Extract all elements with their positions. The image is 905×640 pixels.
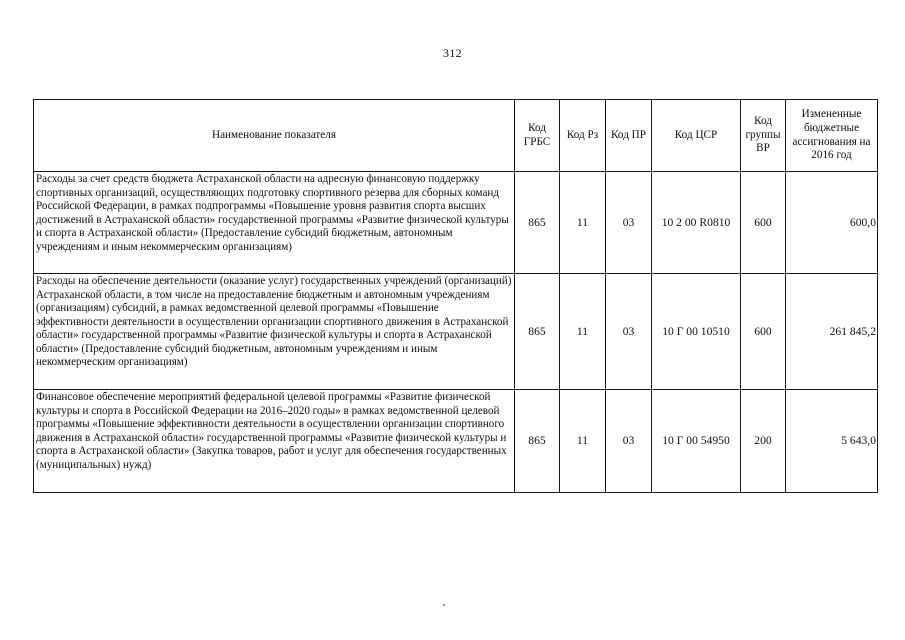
row-name: Расходы за счет средств бюджета Астраханской области на адресную финансовую поддержку спортивных организаций, осуществляющих подготовку спортивного резерва для сборных команд Российской Федерации, в рамках подпрограммы «Повышение уровня развития спорта высших достижений в Астраханской области» государственной программы «Развитие физической культуры и спорта в Астраханской области» (Предоставление субсидий бюджетным, автономным учреждениям и иным некоммерческим организациям) — [34, 172, 515, 274]
table-header-row — [34, 100, 878, 172]
table-row — [34, 172, 878, 274]
header-name: Наименование показателя — [34, 100, 515, 172]
header-csr: Код ЦСР — [652, 100, 741, 172]
row-rz: 11 — [560, 390, 606, 493]
header-vr: Код группы ВР — [741, 100, 786, 172]
row-vr: 200 — [741, 390, 786, 493]
row-amount: 600,0 — [786, 172, 878, 274]
budget-table — [33, 99, 878, 493]
row-csr: 10 Г 00 10510 — [652, 274, 741, 390]
page-number: 312 — [443, 46, 462, 60]
header-rz: Код Рз — [560, 100, 606, 172]
scan-speck — [443, 604, 445, 606]
row-grbs: 865 — [515, 274, 560, 390]
row-csr: 10 Г 00 54950 — [652, 390, 741, 493]
header-grbs: Код ГРБС — [515, 100, 560, 172]
row-name: Финансовое обеспечение мероприятий федеральной целевой программы «Развитие физической культуры и спорта в Российской Федерации на 2016–2020 годы» в рамках ведомственной целевой программы «Повышение эффективности деятельности в осуществлении организации спортивного движения в Астраханской области» государственной программы «Развитие физической культуры и спорта в Астраханской области» (Закупка товаров, работ и услуг для обеспечения государственных (муниципальных) нужд) — [34, 390, 515, 493]
row-name: Расходы на обеспечение деятельности (оказание услуг) государственных учреждений (организаций) Астраханской области, в том числе на предоставление бюджетным и автономным учреждениям (организациям) субсидий, в рамках ведомственной целевой программы «Повышение эффективности деятельности в осуществлении организации спортивного движения в Астраханской области» государственной программы «Развитие физической культуры и спорта в Астраханской области» (Предоставление субсидий бюджетным, автономным учреждениям и иным некоммерческим организациям) — [34, 274, 515, 390]
row-pr: 03 — [606, 274, 652, 390]
row-csr: 10 2 00 R0810 — [652, 172, 741, 274]
row-amount: 261 845,2 — [786, 274, 878, 390]
row-pr: 03 — [606, 172, 652, 274]
row-amount: 5 643,0 — [786, 390, 878, 493]
row-grbs: 865 — [515, 172, 560, 274]
table-row — [34, 274, 878, 390]
header-amount: Измененные бюджетные ассигнования на 2016 год — [786, 100, 878, 172]
row-pr: 03 — [606, 390, 652, 493]
row-rz: 11 — [560, 274, 606, 390]
row-vr: 600 — [741, 274, 786, 390]
row-rz: 11 — [560, 172, 606, 274]
header-pr: Код ПР — [606, 100, 652, 172]
table-row — [34, 390, 878, 493]
row-grbs: 865 — [515, 390, 560, 493]
row-vr: 600 — [741, 172, 786, 274]
